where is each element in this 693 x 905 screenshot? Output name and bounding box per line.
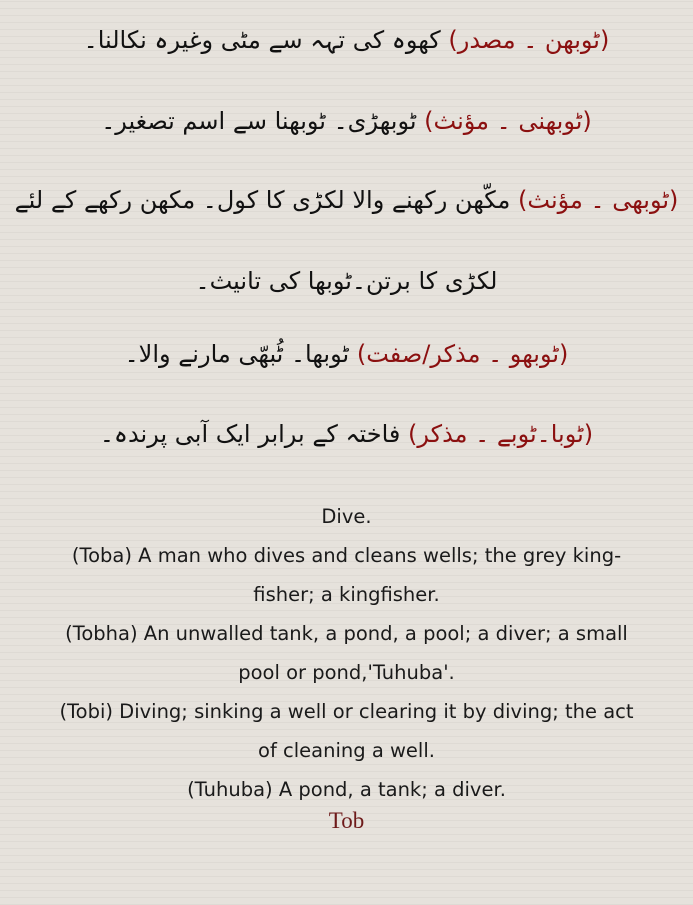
urdu-definition: ٹوبھڑی۔ ٹوبھنا سے اسم تصغیر۔ [101, 107, 417, 135]
english-line: pool or pond,'Tuhuba'. [238, 661, 455, 684]
english-definitions [0, 497, 693, 809]
urdu-line [0, 334, 693, 374]
english-line: (Tobi) Diving; sinking a well or clearing it by diving; the act [59, 700, 634, 723]
urdu-grammar-label: (ٹوبھو ۔ مذکر/صفت) [356, 340, 569, 368]
english-line: fisher; a kingfisher. [253, 583, 440, 606]
english-line: of cleaning a well. [258, 739, 435, 762]
urdu-grammar-label: (ٹوبھی ۔ مؤنث) [518, 186, 679, 214]
english-line: (Toba) A man who dives and cleans wells; the grey king- [71, 544, 622, 567]
english-line: (Tuhuba) A pond, a tank; a diver. [187, 778, 506, 801]
urdu-definition: فاختہ کے برابر ایک آبی پرندہ۔ [99, 420, 401, 448]
urdu-definition: کھوہ کی تہہ سے مٹی وغیرہ نکالنا۔ [83, 26, 441, 54]
urdu-line [0, 414, 693, 454]
urdu-grammar-label: (ٹوبا۔ٹوبے ۔ مذکر) [408, 420, 594, 448]
urdu-definition: ٹوبھا۔ ٹُبھّی مارنے والا۔ [124, 340, 350, 368]
urdu-line [0, 180, 693, 220]
urdu-definition: مکّھن رکھنے والا لکڑی کا کول۔ مکھن رکھے کے لئے [14, 186, 511, 214]
urdu-grammar-label: (ٹوبھن ۔ مصدر) [448, 26, 610, 54]
urdu-grammar-label: (ٹوبھنی ۔ مؤنث) [424, 107, 592, 135]
english-line: Dive. [321, 505, 372, 528]
urdu-line [0, 101, 693, 141]
urdu-line [0, 261, 693, 301]
english-line: (Tobha) An unwalled tank, a pond, a pool; a diver; a small [65, 622, 628, 645]
urdu-definition: لکڑی کا برتن۔ٹوبھا کی تانیث۔ [195, 267, 498, 295]
entry-title: Tob [328, 808, 365, 833]
urdu-line [0, 20, 693, 60]
